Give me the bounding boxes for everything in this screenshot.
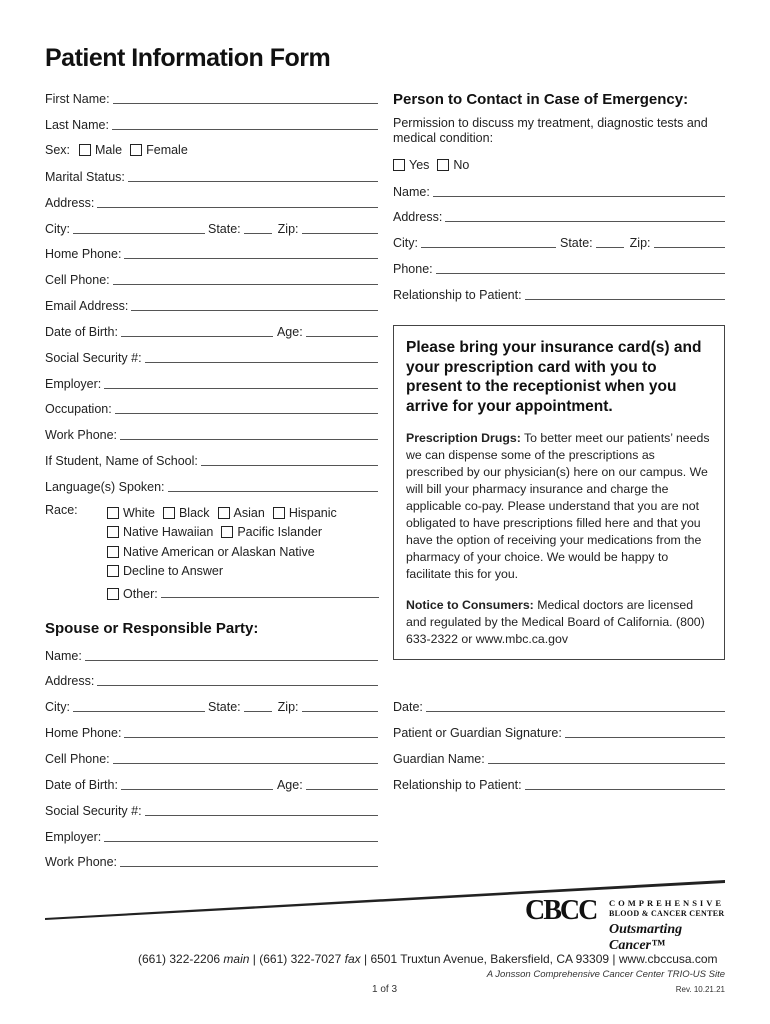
logo-line2: BLOOD & CANCER CENTER [609, 909, 725, 918]
footer-contact [138, 952, 718, 966]
footer-separator: | [609, 952, 619, 966]
spouse-zip-field[interactable] [302, 701, 378, 712]
languages-row [45, 478, 378, 494]
spouse-city-row [45, 698, 378, 714]
employer-field[interactable] [104, 378, 378, 389]
checkbox-box[interactable] [218, 507, 230, 519]
asian-checkbox[interactable] [218, 506, 265, 520]
spouse-ssn-row [45, 802, 378, 818]
logo-line1: COMPREHENSIVE [609, 898, 725, 908]
consumer-paragraph [406, 597, 712, 648]
form-title: Patient Information Form [45, 44, 331, 72]
race-options [107, 503, 379, 601]
phone-main: (661) 322-2206 [138, 952, 221, 966]
home-phone-row [45, 245, 378, 261]
spouse-city-label: City: [45, 700, 70, 714]
race-line [107, 581, 379, 601]
race-line [107, 542, 379, 562]
city-label: City: [45, 222, 70, 236]
phone-fax: (661) 322-7027 [259, 952, 342, 966]
spouse-heading: Spouse or Responsible Party: [45, 620, 259, 637]
occupation-label: Occupation: [45, 402, 112, 416]
fax-label: fax [344, 952, 361, 966]
age-field[interactable] [306, 326, 378, 337]
dob-field[interactable] [121, 326, 273, 337]
ec-city-label: City: [393, 236, 418, 250]
prescription-label: Prescription Drugs: [406, 431, 521, 445]
city-field[interactable] [73, 223, 205, 234]
ec-name-label: Name: [393, 185, 430, 199]
age-label: Age: [276, 325, 303, 339]
no-label: No [453, 158, 470, 172]
female-checkbox[interactable] [130, 143, 188, 157]
ec-state-field[interactable] [596, 237, 624, 248]
ec-zip-field[interactable] [654, 237, 725, 248]
ssn-label: Social Security #: [45, 351, 142, 365]
cell-phone-label: Cell Phone: [45, 273, 110, 287]
spouse-cell-phone-label: Cell Phone: [45, 752, 110, 766]
spouse-dob-label: Date of Birth: [45, 778, 118, 792]
ec-zip-label: Zip: [629, 236, 651, 250]
spouse-work-phone-label: Work Phone: [45, 855, 118, 869]
checkbox-box[interactable] [221, 526, 233, 538]
yes-label: Yes [409, 158, 430, 172]
spouse-work-phone-field[interactable] [120, 856, 378, 867]
spouse-work-phone-row [45, 853, 378, 869]
signature-row [393, 724, 725, 740]
race-line [107, 523, 379, 543]
marital-row [45, 168, 378, 184]
last-name-label: Last Name: [45, 118, 109, 132]
ssn-row [45, 349, 378, 365]
race-group [45, 503, 378, 603]
white-label: White [123, 505, 155, 520]
spouse-city-field[interactable] [73, 701, 205, 712]
ec-phone-row [393, 260, 725, 276]
guardian-name-label: Guardian Name: [393, 752, 485, 766]
work-phone-label: Work Phone: [45, 428, 118, 442]
home-phone-field[interactable] [124, 248, 378, 259]
revision-note: Rev. 10.21.21 [675, 985, 725, 994]
logo-tagline: Outsmarting Cancer™ [609, 922, 683, 953]
checkbox-box[interactable] [437, 159, 449, 171]
insurance-notice-box [393, 325, 725, 660]
dob-label: Date of Birth: [45, 325, 118, 339]
spouse-ssn-label: Social Security #: [45, 804, 142, 818]
main-label: main [223, 952, 250, 966]
male-label: Male [95, 143, 123, 157]
work-phone-row [45, 426, 378, 442]
checkbox-box[interactable] [107, 507, 119, 519]
ec-relationship-label: Relationship to Patient: [393, 288, 522, 302]
spouse-address-row [45, 672, 378, 688]
address-field[interactable] [97, 197, 378, 208]
checkbox-box[interactable] [273, 507, 285, 519]
permission-text: Permission to discuss my treatment, diagnostic tests and medical condition: [393, 116, 708, 145]
native-hawaiian-label: Native Hawaiian [123, 525, 214, 540]
black-checkbox[interactable] [163, 506, 210, 520]
spouse-name-label: Name: [45, 649, 82, 663]
ec-name-field[interactable] [433, 186, 725, 197]
home-phone-label: Home Phone: [45, 247, 122, 261]
footer-separator: | [360, 952, 371, 966]
signature-label: Patient or Guardian Signature: [393, 726, 562, 740]
footer-website[interactable]: www.cbccusa.com [618, 952, 718, 966]
cbcc-logo [525, 895, 725, 953]
checkbox-box[interactable] [107, 565, 119, 577]
native-american-checkbox[interactable] [107, 545, 315, 559]
occupation-row [45, 400, 378, 416]
native-american-label: Native American or Alaskan Native [123, 544, 315, 559]
male-checkbox[interactable] [79, 143, 122, 157]
occupation-field[interactable] [115, 403, 378, 414]
school-row [45, 452, 378, 468]
spouse-ssn-field[interactable] [145, 805, 378, 816]
ec-name-row [393, 183, 725, 199]
prescription-paragraph [406, 430, 712, 583]
cell-phone-field[interactable] [113, 274, 378, 285]
address-label: Address: [45, 196, 95, 210]
sig-relationship-field[interactable] [525, 779, 725, 790]
last-name-row [45, 116, 378, 132]
ec-phone-field[interactable] [436, 263, 725, 274]
ssn-field[interactable] [145, 352, 378, 363]
spouse-address-field[interactable] [97, 675, 378, 686]
languages-field[interactable] [168, 481, 378, 492]
ec-address-field[interactable] [445, 211, 725, 222]
email-row [45, 297, 378, 313]
state-label: State: [208, 222, 241, 236]
footer-address: 6501 Truxtun Avenue, Bakersfield, CA 93309 [370, 952, 610, 966]
last-name-field[interactable] [112, 119, 378, 130]
ec-address-row [393, 208, 725, 224]
ec-relationship-row [393, 286, 725, 302]
zip-field[interactable] [302, 223, 378, 234]
employer-row [45, 375, 378, 391]
native-hawaiian-checkbox[interactable] [107, 525, 213, 539]
no-checkbox[interactable] [437, 158, 469, 172]
cell-phone-row [45, 271, 378, 287]
state-field[interactable] [244, 223, 272, 234]
consumer-text: Medical doctors are licensed and regulated by the Medical Board of California. (800) 633-2322 or www.mbc.ca.gov [406, 598, 705, 646]
race-line [107, 503, 379, 523]
school-field[interactable] [201, 455, 378, 466]
guardian-name-row [393, 750, 725, 766]
insurance-headline: Please bring your insurance card(s) and your prescription card with you to present to the receptionist when you arrive for your appointment. [406, 339, 702, 415]
sex-label: Sex: [45, 143, 71, 157]
ec-state-label: State: [560, 236, 593, 250]
checkbox-box[interactable] [79, 144, 91, 156]
prescription-text: To better meet our patients’ needs we can dispense some of the prescriptions as prescribed by our physician(s) here on our campus. We will bill your pharmacy insurance and charge the applicable co-pay. Please understand that you are not obligated to have prescriptions filled here and that you have the option of receiving your medications from the pharmacy of your choice. We would be happy to facilitate this for you. [406, 431, 710, 581]
ec-address-label: Address: [393, 210, 443, 224]
ec-phone-label: Phone: [393, 262, 433, 276]
spouse-name-row [45, 647, 378, 663]
checkbox-box[interactable] [130, 144, 142, 156]
hispanic-checkbox[interactable] [273, 506, 337, 520]
emergency-heading: Person to Contact in Case of Emergency: [393, 91, 689, 108]
checkbox-box[interactable] [107, 588, 119, 600]
school-label: If Student, Name of School: [45, 454, 198, 468]
yes-checkbox[interactable] [393, 158, 429, 172]
checkbox-box[interactable] [107, 546, 119, 558]
pacific-islander-checkbox[interactable] [221, 525, 322, 539]
checkbox-box[interactable] [393, 159, 405, 171]
spouse-cell-phone-row [45, 750, 378, 766]
spouse-home-phone-label: Home Phone: [45, 726, 122, 740]
spouse-home-phone-field[interactable] [124, 727, 378, 738]
hispanic-label: Hispanic [288, 505, 337, 520]
address-row [45, 194, 378, 210]
page-number: 1 of 3 [372, 984, 398, 995]
other-label: Other: [123, 586, 158, 601]
spouse-employer-field[interactable] [104, 831, 378, 842]
spouse-home-phone-row [45, 724, 378, 740]
email-label: Email Address: [45, 299, 129, 313]
sig-relationship-label: Relationship to Patient: [393, 778, 522, 792]
sig-relationship-row [393, 776, 725, 792]
first-name-field[interactable] [113, 93, 378, 104]
spouse-state-field[interactable] [244, 701, 272, 712]
dob-row [45, 323, 378, 339]
checkbox-box[interactable] [107, 526, 119, 538]
ec-relationship-field[interactable] [525, 289, 725, 300]
email-field[interactable] [131, 300, 378, 311]
languages-label: Language(s) Spoken: [45, 480, 165, 494]
spouse-dob-field[interactable] [121, 779, 273, 790]
spouse-employer-label: Employer: [45, 830, 102, 844]
employer-label: Employer: [45, 377, 102, 391]
consumer-label: Notice to Consumers: [406, 598, 534, 612]
spouse-age-field[interactable] [306, 779, 378, 790]
white-checkbox[interactable] [107, 506, 155, 520]
footer-separator: | [249, 952, 260, 966]
city-row [45, 220, 378, 236]
other-checkbox[interactable] [107, 587, 158, 601]
permission-row [393, 157, 725, 173]
ec-city-field[interactable] [421, 237, 556, 248]
decline-checkbox[interactable] [107, 564, 223, 578]
first-name-label: First Name: [45, 92, 110, 106]
other-race-field[interactable] [161, 587, 379, 598]
sig-date-row [393, 698, 725, 714]
sig-date-field[interactable] [426, 701, 725, 712]
spouse-zip-label: Zip: [277, 700, 299, 714]
spouse-employer-row [45, 828, 378, 844]
pacific-islander-label: Pacific Islander [237, 525, 323, 540]
spouse-state-label: State: [208, 700, 241, 714]
race-label: Race: [45, 503, 78, 517]
logo-mark: CBCC [525, 895, 597, 926]
sig-date-label: Date: [393, 700, 423, 714]
asian-label: Asian [233, 505, 265, 520]
zip-label: Zip: [277, 222, 299, 236]
sex-row [45, 142, 378, 158]
decline-label: Decline to Answer [123, 564, 224, 579]
marital-label: Marital Status: [45, 170, 125, 184]
guardian-name-field[interactable] [488, 753, 725, 764]
ec-city-row [393, 234, 725, 250]
race-line [107, 562, 379, 582]
spouse-age-label: Age: [276, 778, 303, 792]
first-name-row [45, 90, 378, 106]
affiliation-note: A Jonsson Comprehensive Cancer Center TRIO-US Site [486, 969, 725, 980]
work-phone-field[interactable] [120, 429, 378, 440]
spouse-dob-row [45, 776, 378, 792]
marital-field[interactable] [128, 171, 378, 182]
patient-section [45, 0, 378, 1024]
signature-field[interactable] [565, 727, 725, 738]
spouse-cell-phone-field[interactable] [113, 753, 378, 764]
checkbox-box[interactable] [163, 507, 175, 519]
black-label: Black [178, 505, 210, 520]
spouse-name-field[interactable] [85, 650, 378, 661]
female-label: Female [146, 143, 188, 157]
spouse-address-label: Address: [45, 674, 95, 688]
